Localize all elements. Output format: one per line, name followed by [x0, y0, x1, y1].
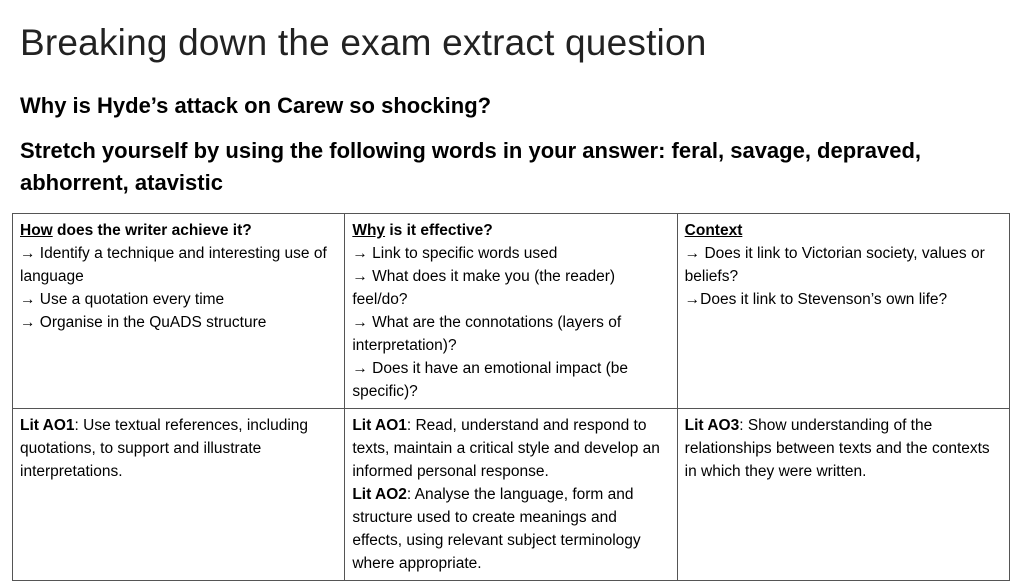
list-item: → Does it have an emotional impact (be specific)?: [352, 360, 629, 400]
arrow-right-icon: →: [352, 314, 368, 331]
assessment-objective: Lit AO2: Analyse the language, form and structure used to create meanings and effects, using relevant subject terminology where appropriate.: [352, 486, 641, 572]
table-row-assessment-objectives: [13, 409, 1010, 581]
table-row-guidance: [13, 214, 1010, 409]
list-item: → What are the connotations (layers of interpretation)?: [352, 314, 622, 354]
stretch-instruction: Stretch yourself by using the following words in your answer: feral, savage, depraved, abhorrent, atavistic: [20, 138, 921, 195]
arrow-right-icon: →: [352, 360, 368, 377]
arrow-right-icon: →: [684, 245, 701, 262]
cell-why: [345, 214, 677, 409]
cell-ao-context: [677, 409, 1009, 581]
list-item: → What does it make you (the reader) feel/do?: [352, 268, 616, 308]
arrow-right-icon: →: [20, 245, 36, 262]
arrow-right-icon: →: [20, 314, 36, 331]
assessment-objective: Lit AO3: Show understanding of the relationships between texts and the contexts in which they were written.: [684, 417, 990, 480]
analysis-table: [12, 213, 1010, 581]
list-item: → Link to specific words used: [352, 245, 558, 262]
list-item: → Identify a technique and interesting use of language: [20, 245, 327, 285]
slide-title: Breaking down the exam extract question: [20, 22, 707, 63]
cell-ao-how: [13, 409, 345, 581]
cell-ao-why: [345, 409, 677, 581]
cell-how: [13, 214, 345, 409]
list-item: →Does it link to Stevenson’s own life?: [684, 291, 948, 308]
arrow-right-icon: →: [352, 245, 368, 262]
list-item: → Use a quotation every time: [20, 291, 225, 308]
arrow-right-icon: →: [20, 291, 36, 308]
column-heading: Why is it effective?: [352, 222, 493, 239]
list-item: → Does it link to Victorian society, values or beliefs?: [684, 245, 985, 285]
list-item: → Organise in the QuADS structure: [20, 314, 267, 331]
arrow-right-icon: →: [684, 291, 701, 308]
column-heading: Context: [684, 222, 743, 239]
arrow-right-icon: →: [352, 268, 368, 285]
column-heading: How does the writer achieve it?: [20, 222, 252, 239]
cell-context: [677, 214, 1009, 409]
exam-question: Why is Hyde’s attack on Carew so shocking?: [20, 93, 492, 118]
assessment-objective: Lit AO1: Use textual references, including quotations, to support and illustrate interpretations.: [20, 417, 309, 480]
assessment-objective: Lit AO1: Read, understand and respond to texts, maintain a critical style and develop an informed personal response.: [352, 417, 660, 480]
